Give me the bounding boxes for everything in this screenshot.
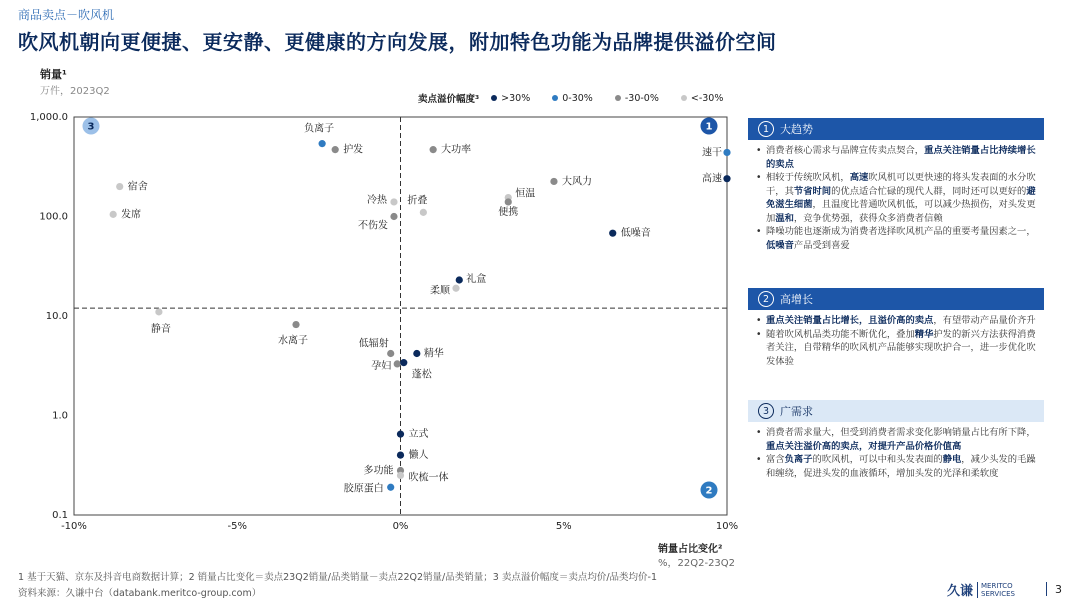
brand-name-cn: 久谦 [947, 584, 974, 599]
data-point-label: 孕妇 [371, 360, 392, 372]
x-tick-label: 0% [392, 521, 409, 532]
x-tick-label: -10% [61, 521, 87, 532]
data-point [456, 276, 463, 283]
data-point [387, 484, 394, 491]
data-point [609, 230, 616, 237]
panel-title: 广需求 [780, 405, 813, 418]
panel-growth [748, 288, 1044, 368]
data-point [110, 211, 117, 218]
data-point-label: 大风力 [561, 176, 592, 188]
y-axis-sublabel: 万件，2023Q2 [40, 86, 110, 97]
data-point-label: 负离子 [304, 123, 335, 135]
data-point-label: 高速 [702, 173, 722, 185]
data-point-label: 水离子 [278, 335, 309, 347]
data-point [387, 350, 394, 357]
panel-body [748, 140, 1044, 252]
panel-number-badge: 3 [758, 403, 774, 419]
panel-bullet: • 降噪功能也逐渐成为消费者选择吹风机产品的重要考量因素之一，低噪音产品受到喜爱 [756, 225, 1038, 252]
panel-bullet: • 随着吹风机品类功能不断优化，叠加精华护发的新兴方法获得消费者关注，自带精华的吹风机产品能够实现吹护合一，进一步优化吹发体验 [756, 328, 1038, 369]
data-point [319, 140, 326, 147]
data-point [155, 308, 162, 315]
data-point-label: 礼盒 [466, 274, 487, 286]
panel-number-badge: 2 [758, 291, 774, 307]
data-point-label: 吹梳一体 [408, 472, 449, 484]
data-point-label: 懒人 [408, 450, 429, 462]
x-tick-label: -5% [227, 521, 247, 532]
data-point [505, 198, 512, 205]
panel-trend [748, 118, 1044, 252]
data-point [390, 198, 397, 205]
data-point-label: 立式 [408, 429, 429, 441]
data-point [723, 149, 730, 156]
data-point-label: 胶原蛋白 [343, 483, 384, 495]
panel-body [748, 422, 1044, 480]
data-point [400, 359, 407, 366]
panel-number-badge: 1 [758, 121, 774, 137]
footnote: 1 基于天猫、京东及抖音电商数据计算；2 销量占比变化＝卖点23Q2销量/品类销量－卖点22Q2销量/品类销量；3 卖点溢价幅度＝卖点均价/品类均价-1 [18, 572, 657, 583]
data-point-label: 精华 [423, 348, 444, 360]
y-tick-label: 0.1 [52, 510, 68, 521]
legend-title: 卖点溢价幅度³ [418, 94, 480, 105]
panel-bullet: • 富含负离子的吹风机，可以中和头发表面的静电，减少头发的毛躁和缠绕，促进头发的血液循环，增加头发的光泽和柔软度 [756, 453, 1038, 480]
page-title: 吹风机朝向更便捷、更安静、更健康的方向发展，附加特色功能为品牌提供溢价空间 [18, 30, 777, 54]
panel-header [748, 400, 1044, 422]
legend-label: <-30% [690, 92, 724, 104]
source-note: 资料来源：久谦中台（databank.meritco-group.com） [18, 588, 262, 599]
legend-label: >30% [501, 92, 531, 104]
y-axis-label: 销量¹ [40, 68, 67, 81]
x-tick-label: 5% [555, 521, 572, 532]
page-number: 3 [1055, 583, 1062, 596]
data-point-label: 柔顺 [430, 285, 451, 297]
data-point-label: 不伤发 [357, 220, 388, 232]
data-point [397, 472, 404, 479]
data-point [550, 178, 557, 185]
legend-label: 0-30% [562, 92, 593, 104]
data-point-label: 发席 [121, 209, 142, 221]
data-point-label: 折叠 [407, 195, 428, 207]
panel-bullet: • 消费者核心需求与品牌宣传卖点契合，重点关注销量占比持续增长的卖点 [756, 144, 1038, 171]
quadrant-badge-label: 3 [87, 121, 95, 133]
y-tick-label: 10.0 [45, 311, 68, 322]
data-point [420, 209, 427, 216]
y-tick-label: 1,000.0 [29, 112, 68, 123]
data-point [292, 321, 299, 328]
panel-body [748, 310, 1044, 368]
x-axis-label: 销量占比变化² [658, 544, 723, 555]
panel-demand [748, 400, 1044, 480]
data-point-label: 低噪音 [620, 228, 651, 240]
section-eyebrow: 商品卖点－吹风机 [18, 8, 115, 22]
panel-title: 高增长 [780, 293, 813, 306]
quadrant-badge-label: 2 [705, 485, 713, 497]
data-point-label: 大功率 [441, 144, 472, 156]
data-point [723, 175, 730, 182]
data-point [390, 213, 397, 220]
data-point-label: 蓬松 [411, 369, 432, 381]
brand-logo [947, 580, 1015, 599]
data-point-label: 静音 [150, 323, 171, 335]
data-point [397, 451, 404, 458]
data-point-label: 便携 [498, 206, 519, 218]
data-point-label: 低辐射 [358, 338, 389, 350]
data-point-label: 宿舍 [127, 181, 148, 193]
data-point [452, 285, 459, 292]
legend-label: -30-0% [624, 92, 659, 104]
panel-header [748, 288, 1044, 310]
data-point-label: 速干 [702, 147, 722, 159]
data-point-label: 多功能 [363, 465, 394, 477]
y-tick-label: 100.0 [39, 211, 68, 223]
brand-name-en: MERITCO SERVICES [977, 582, 1015, 598]
data-point-label: 冷热 [366, 194, 387, 206]
data-point [430, 146, 437, 153]
data-point [332, 146, 339, 153]
x-axis-sublabel: %，22Q2-23Q2 [658, 558, 736, 569]
panel-bullet: • 相较于传统吹风机，高速吹风机可以更快速的将头发表面的水分吹干，其节省时间的优点适合忙碌的现代人群，同时还可以更好的避免滋生细菌，且温度比普通吹风机低，可以减少热损伤，对头发更加温和，竞争优势强，获得众多消费者信赖 [756, 171, 1038, 225]
data-point [413, 350, 420, 357]
data-point-label: 恒温 [515, 188, 536, 200]
panel-header [748, 118, 1044, 140]
panel-title: 大趋势 [780, 123, 813, 136]
x-tick-label: 10% [715, 521, 739, 532]
panel-bullet: • 消费者需求量大，但受到消费者需求变化影响销量占比有所下降，重点关注溢价高的卖点，对提升产品价格价值高 [756, 426, 1038, 453]
data-point [397, 431, 404, 438]
footer-divider [1046, 582, 1047, 596]
data-point-label: 护发 [343, 144, 364, 156]
data-point [394, 360, 401, 367]
quadrant-badge-label: 1 [705, 121, 713, 133]
data-point [116, 183, 123, 190]
panel-bullet: • 重点关注销量占比增长，且溢价高的卖点，有望带动产品量价齐升 [756, 314, 1038, 328]
y-tick-label: 1.0 [52, 410, 68, 422]
